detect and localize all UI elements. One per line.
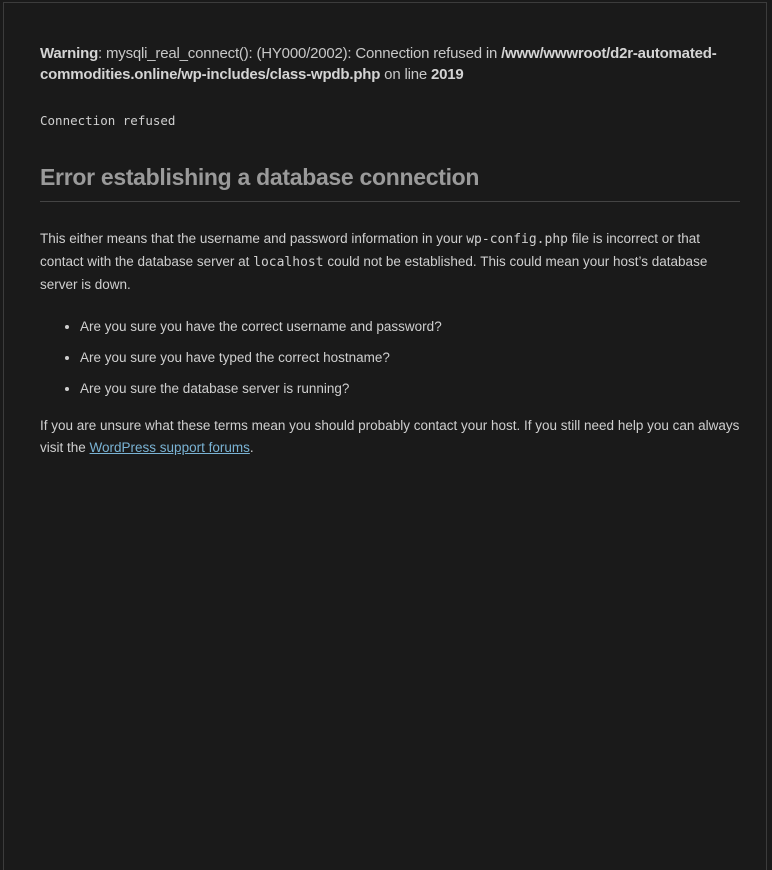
explanation-text-3: could not be established. This could mean your host’s database server is down. xyxy=(40,254,708,292)
warning-on-line: on line xyxy=(380,66,431,83)
config-file-code: wp-config.php xyxy=(466,232,568,247)
warning-label: Warning xyxy=(40,45,99,62)
error-explanation xyxy=(40,228,740,296)
warning-message: : mysqli_real_connect(): (HY000/2002): Connection refused in xyxy=(98,45,502,62)
php-warning xyxy=(40,43,740,85)
connection-refused-text: Connection refused xyxy=(40,113,176,128)
explanation-text-1: This either means that the username and password information in your xyxy=(40,231,467,246)
warning-line-number: 2019 xyxy=(430,66,464,83)
help-text-end: . xyxy=(249,440,254,455)
error-content xyxy=(40,43,740,459)
localhost-code: localhost xyxy=(253,255,324,270)
support-forums-link[interactable]: WordPress support forums xyxy=(89,440,250,455)
checklist-item: • Are you sure the database server is running? xyxy=(80,378,740,399)
error-title: Error establishing a database connection xyxy=(40,164,740,202)
help-paragraph xyxy=(40,415,740,459)
checklist-item: • Are you sure you have the correct username and password? xyxy=(80,316,740,337)
warning-path: /www/wwwroot/d2r-automated-commodities.online/wp-includes/class-wpdb.php xyxy=(40,45,717,83)
explanation-text-2: file is incorrect or that contact with the database server at xyxy=(40,231,701,269)
page-frame xyxy=(3,2,767,870)
checklist-item: • Are you sure you have typed the correct hostname? xyxy=(80,347,740,368)
help-text: If you are unsure what these terms mean you should probably contact your host. If you still need help you can always visit the xyxy=(40,418,740,455)
checklist xyxy=(40,316,740,399)
